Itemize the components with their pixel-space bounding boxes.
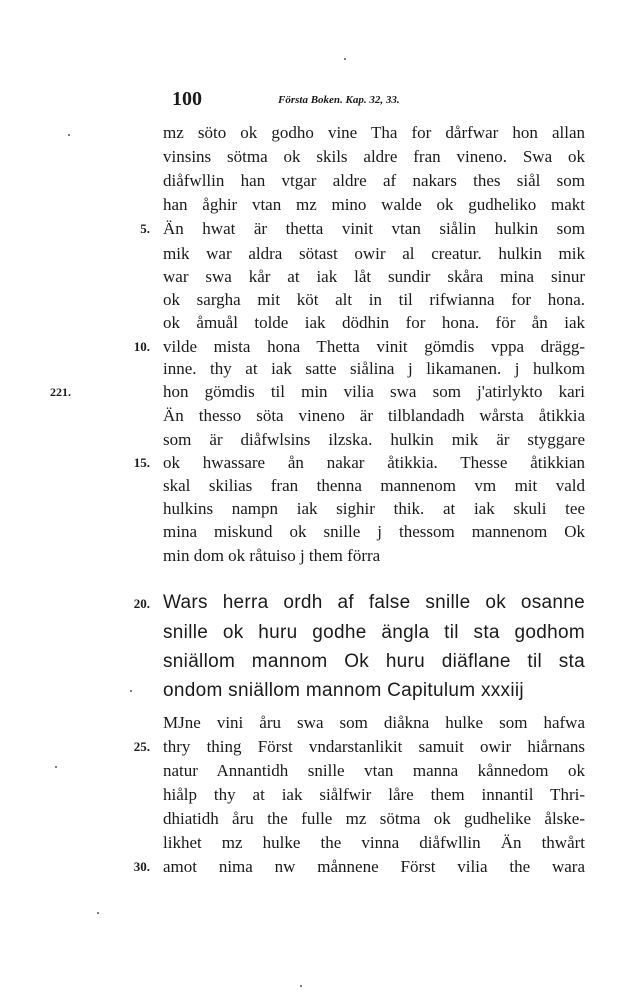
text-line: diåfwllin han vtgar aldre af nakars thes siål som [163,171,585,190]
page-header [172,88,592,114]
scan-speck [97,912,99,914]
text-line: ok hwassare ån nakar åtikkia. Thesse åtikkian [163,453,585,472]
text-line: som är diåfwlsins ilzska. hulkin mik är styggare [163,430,585,449]
text-line: Än thesso söta vineno är tilblandadh wårsta åtikkia [163,406,585,425]
text-line: skal skilias fran thenna mannenom vm mit vald [163,476,585,495]
text-line: mik war aldra sötast owir al creatur. hulkin mik [163,244,585,263]
text-line: ok åmuål tolde iak dödhin for hona. för ån iak [163,313,585,332]
scan-speck [55,766,57,768]
text-line: ok sargha mit köt alt in til rifwianna for hona. [163,290,585,309]
scan-speck [300,985,302,987]
text-line: natur Annantidh snille vtan manna kånnedom ok [163,761,585,780]
text-line: thry thing Först vndarstanlikit samuit owir hiårnans [163,737,585,756]
text-line: Än hwat är thetta vinit vtan siålin hulkin som [163,219,585,238]
text-line: hiålp thy at iak siålfwir låre them innantil Thri- [163,785,585,804]
text-line: dhiatidh åru the fulle mz sötma ok gudhelike ålske- [163,809,585,828]
text-line: mina miskund ok snille j thessom mannenom Ok [163,522,585,541]
text-line: hulkins nampn iak sighir thik. at iak skuli tee [163,499,585,518]
line-number: 30. [133,859,150,874]
line-number: 15. [133,455,150,470]
text-line: hon gömdis til min vilia swa som j'atirlykto kari [163,382,585,401]
scan-speck [344,58,346,60]
line-number: 25. [133,739,150,754]
text-line: likhet mz hulke the vinna diåfwllin Än thwårt [163,833,585,852]
text-line: mz söto ok godho vine Tha for dårfwar hon allan [163,123,585,142]
running-head: Första Boken. Kap. 32, 33. [278,94,400,106]
page-number: 100 [172,88,202,110]
heading-line: sniällom mannom Ok huru diäflane til sta [163,651,585,672]
text-line: amot nima nw månnene Först vilia the wara [163,857,585,876]
scan-speck [130,690,132,692]
heading-line: Wars herra ordh af false snille ok osanne [163,592,585,613]
line-number: 20. [133,596,150,611]
heading-line: snille ok huru godhe ängla til sta godhom [163,622,585,643]
text-line: MJne vini åru swa som diåkna hulke som hafwa [163,713,585,732]
text-line: inne. thy at iak satte siålina j likamanen. j hulkom [163,359,585,378]
text-line: vilde mista hona Thetta vinit gömdis vppa drägg- [163,337,585,356]
text-line: war swa kår at iak låt sundir skåra mina sinur [163,267,585,286]
text-line: han åghir vtan mz mino walde ok gudheliko makt [163,195,585,214]
scan-speck [68,134,70,136]
text-line: min dom ok råtuiso j them förra [163,546,381,565]
line-number: 10. [133,339,150,354]
margin-note: 221. [50,385,71,399]
heading-line: ondom sniällom mannom Capitulum xxxiij [163,680,524,701]
line-number: 5. [140,221,150,236]
text-line: vinsins sötma ok skils aldre fran vineno. Swa ok [163,147,585,166]
